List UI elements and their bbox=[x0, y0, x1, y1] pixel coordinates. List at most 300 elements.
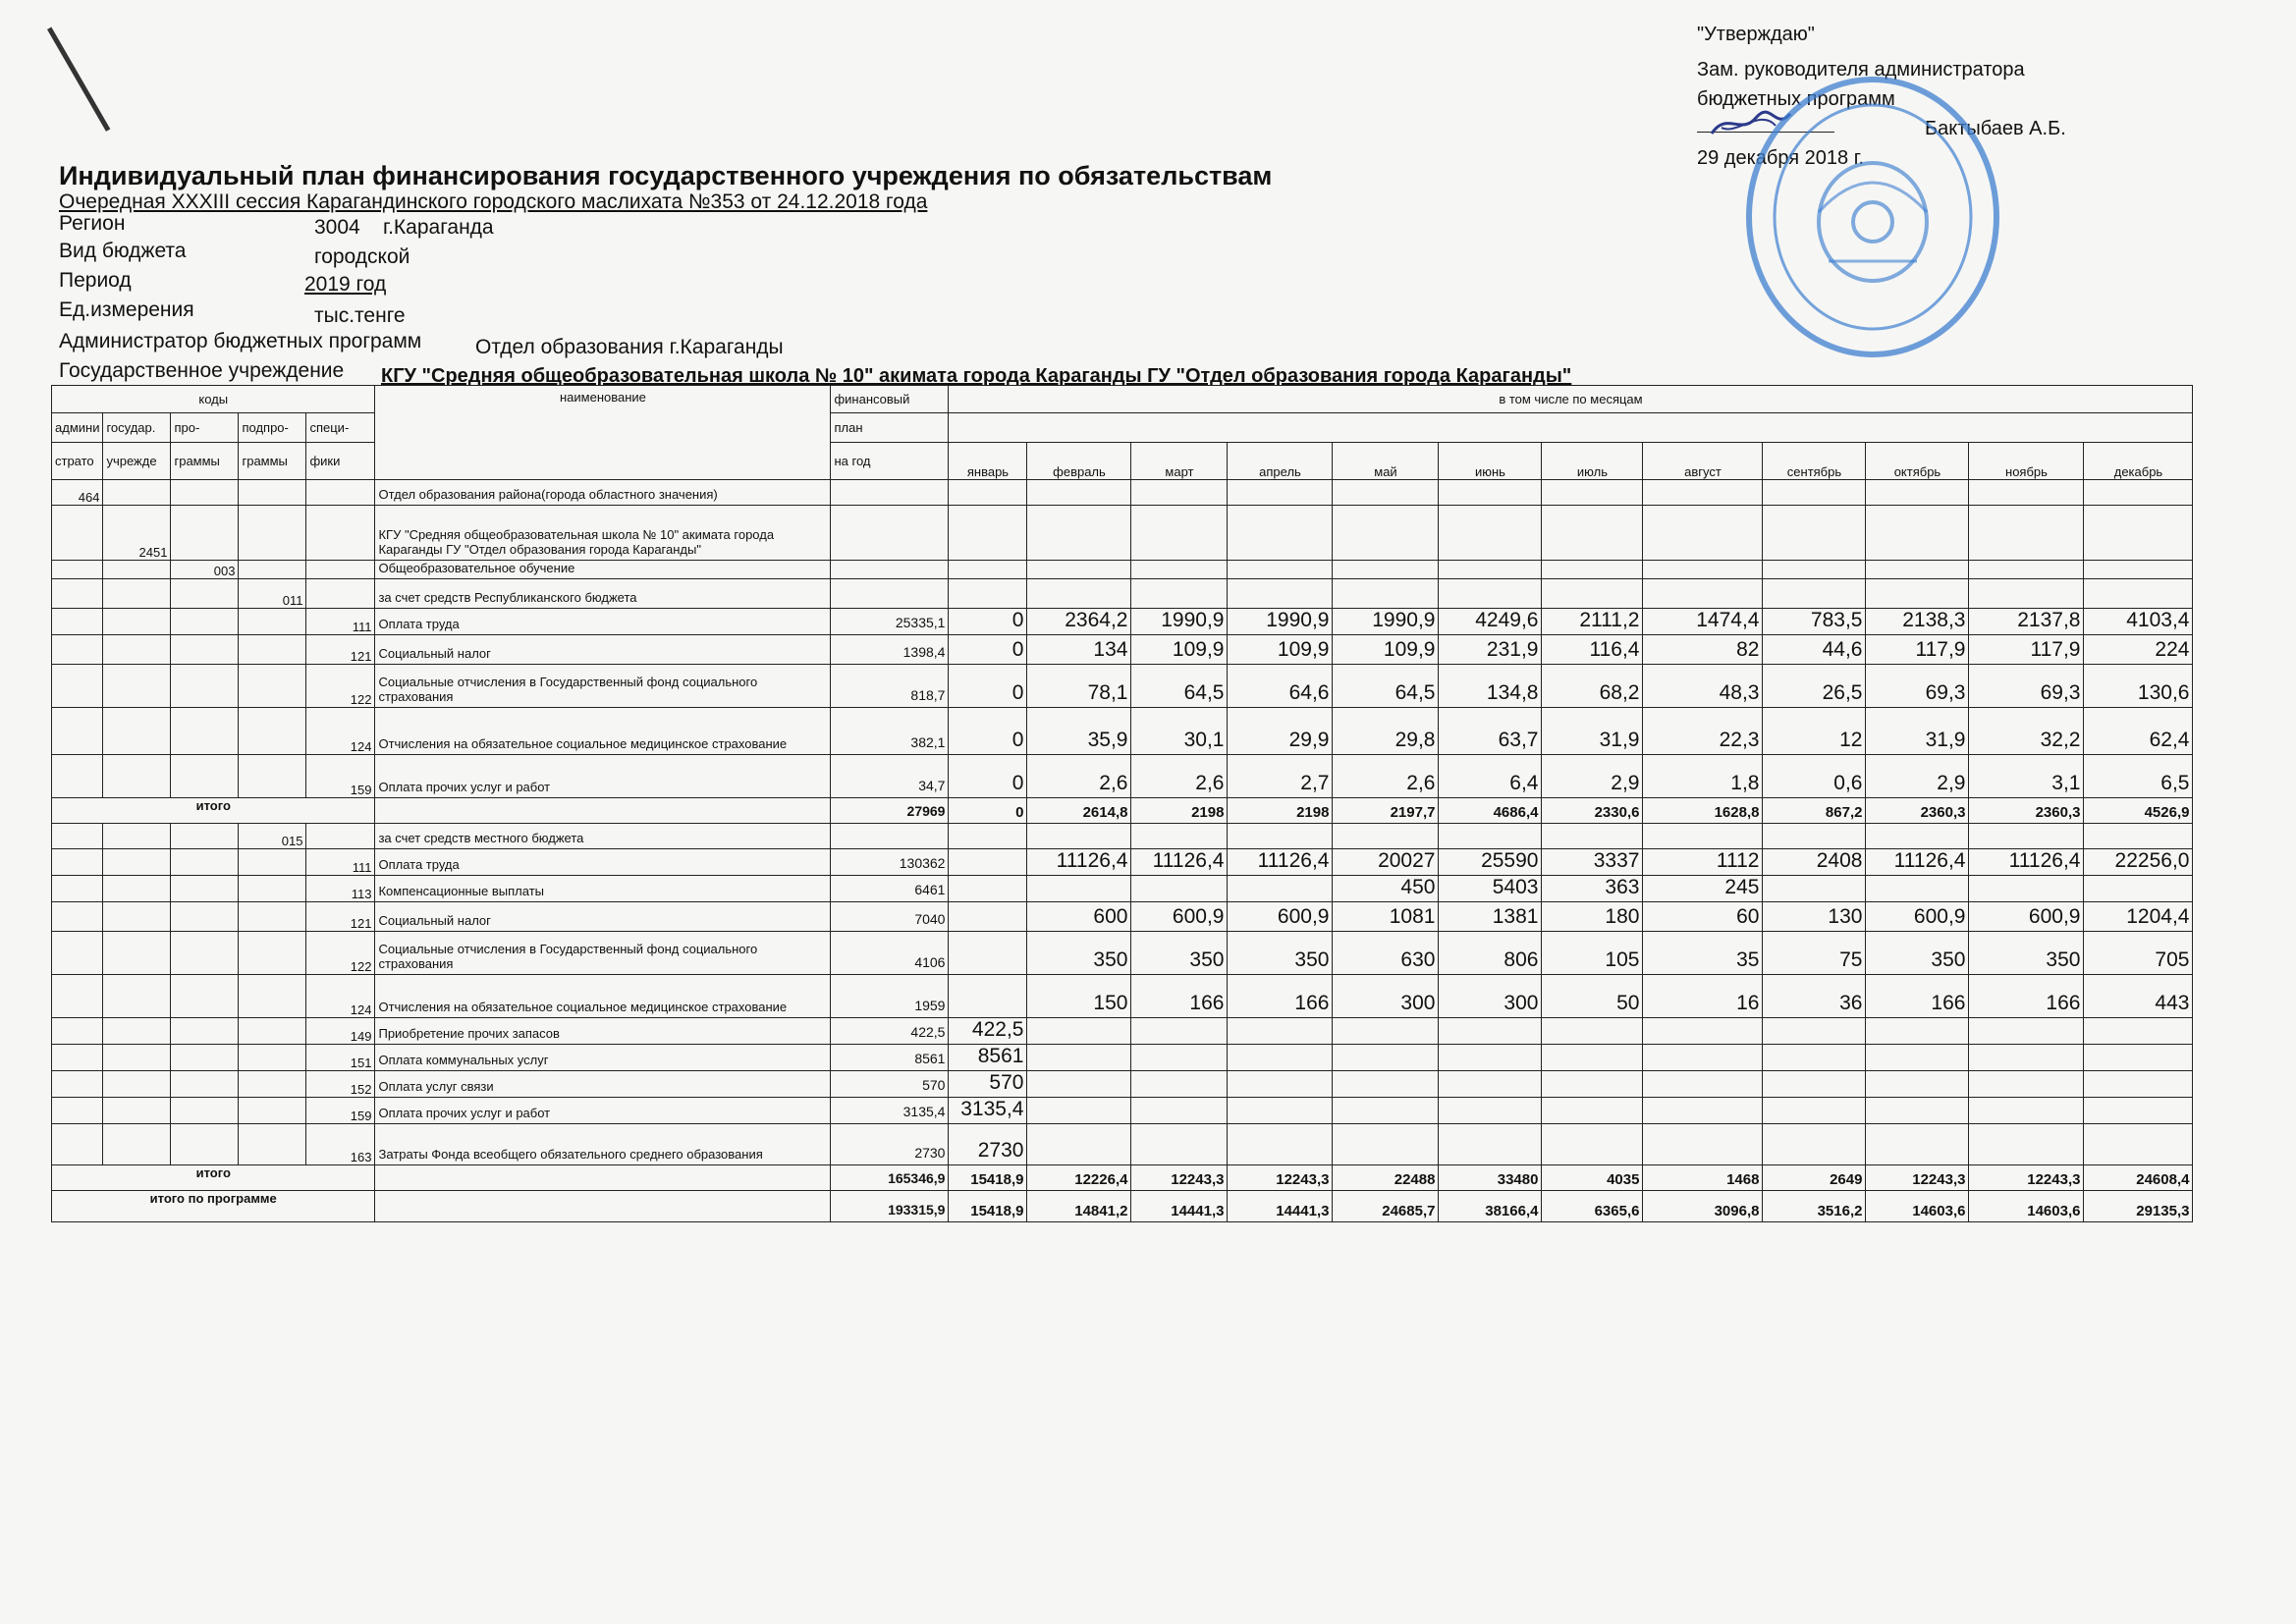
month-header: февраль bbox=[1027, 443, 1131, 480]
month-cell bbox=[1643, 1124, 1763, 1165]
month-cell: 2364,2 bbox=[1027, 609, 1131, 635]
month-cell bbox=[2084, 1071, 2193, 1098]
header-codes: коды bbox=[52, 386, 375, 413]
total-month-cell: 12243,3 bbox=[1131, 1165, 1228, 1191]
month-cell: 69,3 bbox=[1866, 665, 1969, 708]
table-row bbox=[52, 755, 2193, 798]
code-cell: 113 bbox=[306, 876, 375, 902]
month-cell: 1112 bbox=[1643, 849, 1763, 876]
code-cell bbox=[52, 635, 103, 665]
month-cell bbox=[1643, 1045, 1763, 1071]
header-fin-2: план bbox=[831, 413, 949, 443]
month-cell: 117,9 bbox=[1866, 635, 1969, 665]
code-cell bbox=[239, 975, 306, 1018]
code-cell bbox=[52, 902, 103, 932]
month-cell bbox=[1969, 1071, 2084, 1098]
month-cell: 166 bbox=[1866, 975, 1969, 1018]
month-cell: 166 bbox=[1228, 975, 1333, 1018]
month-cell: 22,3 bbox=[1643, 708, 1763, 755]
month-cell bbox=[2084, 876, 2193, 902]
month-cell: 11126,4 bbox=[1027, 849, 1131, 876]
month-cell: 32,2 bbox=[1969, 708, 2084, 755]
month-cell: 600,9 bbox=[1228, 902, 1333, 932]
header-code-subprog: подпро- bbox=[239, 413, 306, 443]
document-title: Индивидуальный план финансирования государственного учреждения по обязательствам bbox=[59, 161, 1273, 190]
code-cell bbox=[171, 665, 239, 708]
month-cell: 224 bbox=[2084, 635, 2193, 665]
table-row bbox=[52, 1124, 2193, 1165]
month-cell bbox=[1643, 506, 1763, 561]
code-cell bbox=[239, 480, 306, 506]
month-cell: 150 bbox=[1027, 975, 1131, 1018]
month-cell bbox=[1027, 561, 1131, 579]
month-cell: 166 bbox=[1969, 975, 2084, 1018]
month-cell: 166 bbox=[1131, 975, 1228, 1018]
month-cell: 30,1 bbox=[1131, 708, 1228, 755]
total-month-cell: 1628,8 bbox=[1643, 798, 1763, 824]
header-code-admin-2: страто bbox=[52, 443, 103, 480]
table-row bbox=[52, 876, 2193, 902]
total-month-cell: 24685,7 bbox=[1333, 1191, 1439, 1222]
month-cell: 134 bbox=[1027, 635, 1131, 665]
annual-plan-cell: 8561 bbox=[831, 1045, 949, 1071]
total-month-cell: 12226,4 bbox=[1027, 1165, 1131, 1191]
header-months: в том числе по месяцам bbox=[949, 386, 2193, 413]
month-cell bbox=[1333, 1098, 1439, 1124]
month-cell bbox=[1333, 561, 1439, 579]
month-cell bbox=[1969, 1018, 2084, 1045]
month-cell: 450 bbox=[1333, 876, 1439, 902]
code-cell: 149 bbox=[306, 1018, 375, 1045]
month-cell bbox=[1763, 579, 1866, 609]
month-header: июль bbox=[1542, 443, 1643, 480]
month-cell bbox=[2084, 824, 2193, 849]
budget-type-value: городской bbox=[314, 245, 410, 268]
month-header: сентябрь bbox=[1763, 443, 1866, 480]
month-cell bbox=[1228, 1071, 1333, 1098]
total-row bbox=[52, 798, 2193, 824]
month-cell bbox=[1439, 561, 1542, 579]
item-name: Оплата труда bbox=[375, 849, 831, 876]
code-cell: 121 bbox=[306, 635, 375, 665]
month-cell bbox=[949, 932, 1027, 975]
code-cell bbox=[239, 932, 306, 975]
item-name: Приобретение прочих запасов bbox=[375, 1018, 831, 1045]
month-cell: 350 bbox=[1969, 932, 2084, 975]
table-row bbox=[52, 849, 2193, 876]
code-cell bbox=[103, 975, 171, 1018]
code-cell bbox=[103, 561, 171, 579]
month-cell: 600,9 bbox=[1131, 902, 1228, 932]
annual-plan-cell bbox=[831, 480, 949, 506]
approval-heading: "Утверждаю" bbox=[1697, 24, 1815, 45]
month-cell bbox=[1228, 876, 1333, 902]
month-cell bbox=[1866, 876, 1969, 902]
total-month-cell: 4686,4 bbox=[1439, 798, 1542, 824]
item-name: за счет средств местного бюджета bbox=[375, 824, 831, 849]
month-cell: 109,9 bbox=[1131, 635, 1228, 665]
month-cell bbox=[1131, 1018, 1228, 1045]
code-cell bbox=[52, 561, 103, 579]
month-cell: 1,8 bbox=[1643, 755, 1763, 798]
month-header: май bbox=[1333, 443, 1439, 480]
month-cell bbox=[1439, 1071, 1542, 1098]
month-cell bbox=[1131, 1124, 1228, 1165]
code-cell bbox=[171, 506, 239, 561]
month-cell bbox=[949, 506, 1027, 561]
total-month-cell: 3516,2 bbox=[1763, 1191, 1866, 1222]
code-cell: 011 bbox=[239, 579, 306, 609]
month-cell: 64,5 bbox=[1131, 665, 1228, 708]
total-month-cell: 1468 bbox=[1643, 1165, 1763, 1191]
code-cell: 111 bbox=[306, 609, 375, 635]
month-cell bbox=[1228, 1098, 1333, 1124]
header-fin-3: на год bbox=[831, 443, 949, 480]
total-month-cell: 14441,3 bbox=[1131, 1191, 1228, 1222]
annual-plan-cell: 570 bbox=[831, 1071, 949, 1098]
month-cell bbox=[949, 561, 1027, 579]
code-cell bbox=[171, 579, 239, 609]
code-cell bbox=[239, 1071, 306, 1098]
total-month-cell: 38166,4 bbox=[1439, 1191, 1542, 1222]
code-cell bbox=[52, 506, 103, 561]
code-cell bbox=[306, 506, 375, 561]
header-fin-1: финансовый bbox=[831, 386, 949, 413]
code-cell bbox=[171, 975, 239, 1018]
month-header: март bbox=[1131, 443, 1228, 480]
month-cell bbox=[1439, 1045, 1542, 1071]
item-name: Затраты Фонда всеобщего обязательного среднего образования bbox=[375, 1124, 831, 1165]
month-cell bbox=[1866, 1124, 1969, 1165]
annual-plan-cell bbox=[831, 579, 949, 609]
table-row bbox=[52, 932, 2193, 975]
total-month-cell: 24608,4 bbox=[2084, 1165, 2193, 1191]
code-cell bbox=[52, 708, 103, 755]
code-cell bbox=[239, 665, 306, 708]
item-name: Компенсационные выплаты bbox=[375, 876, 831, 902]
month-cell: 60 bbox=[1643, 902, 1763, 932]
month-cell bbox=[1763, 1098, 1866, 1124]
month-header: август bbox=[1643, 443, 1763, 480]
month-cell: 5403 bbox=[1439, 876, 1542, 902]
total-month-cell: 2198 bbox=[1228, 798, 1333, 824]
table-row bbox=[52, 480, 2193, 506]
annual-plan-cell: 382,1 bbox=[831, 708, 949, 755]
month-cell bbox=[1542, 1018, 1643, 1045]
month-cell: 36 bbox=[1763, 975, 1866, 1018]
total-row bbox=[52, 1191, 2193, 1222]
region-code: 3004 bbox=[314, 216, 360, 239]
total-month-cell: 2360,3 bbox=[1969, 798, 2084, 824]
total-annual-cell: 193315,9 bbox=[831, 1191, 949, 1222]
code-cell bbox=[103, 876, 171, 902]
month-cell bbox=[1969, 876, 2084, 902]
month-cell bbox=[1969, 1045, 2084, 1071]
month-cell bbox=[1542, 506, 1643, 561]
month-cell bbox=[1333, 1045, 1439, 1071]
scan-mark bbox=[47, 27, 110, 132]
unit-label: Ед.измерения bbox=[59, 298, 194, 321]
code-cell bbox=[306, 561, 375, 579]
month-cell: 20027 bbox=[1333, 849, 1439, 876]
month-cell bbox=[1969, 824, 2084, 849]
month-cell bbox=[1763, 561, 1866, 579]
item-name: Оплата коммунальных услуг bbox=[375, 1045, 831, 1071]
code-cell bbox=[239, 635, 306, 665]
total-month-cell: 14841,2 bbox=[1027, 1191, 1131, 1222]
annual-plan-cell: 34,7 bbox=[831, 755, 949, 798]
month-cell bbox=[1027, 1018, 1131, 1045]
annual-plan-cell: 4106 bbox=[831, 932, 949, 975]
total-month-cell: 4035 bbox=[1542, 1165, 1643, 1191]
table-row bbox=[52, 1071, 2193, 1098]
month-cell: 22256,0 bbox=[2084, 849, 2193, 876]
month-cell: 35 bbox=[1643, 932, 1763, 975]
month-cell: 64,6 bbox=[1228, 665, 1333, 708]
code-cell: 159 bbox=[306, 755, 375, 798]
month-cell bbox=[949, 902, 1027, 932]
month-cell: 130 bbox=[1763, 902, 1866, 932]
month-cell: 6,5 bbox=[2084, 755, 2193, 798]
month-cell: 31,9 bbox=[1542, 708, 1643, 755]
month-cell bbox=[949, 975, 1027, 1018]
month-cell bbox=[1228, 824, 1333, 849]
code-cell bbox=[103, 609, 171, 635]
month-cell bbox=[1643, 480, 1763, 506]
month-cell: 600,9 bbox=[1866, 902, 1969, 932]
month-header: апрель bbox=[1228, 443, 1333, 480]
code-cell: 015 bbox=[239, 824, 306, 849]
month-cell: 2730 bbox=[949, 1124, 1027, 1165]
item-name: Социальный налог bbox=[375, 902, 831, 932]
annual-plan-cell bbox=[831, 506, 949, 561]
month-cell bbox=[1027, 1124, 1131, 1165]
month-cell: 75 bbox=[1763, 932, 1866, 975]
code-cell bbox=[239, 876, 306, 902]
item-name: Социальные отчисления в Государственный фонд социального страхования bbox=[375, 665, 831, 708]
admin-value: Отдел образования г.Караганды bbox=[475, 336, 784, 358]
total-month-cell: 6365,6 bbox=[1542, 1191, 1643, 1222]
month-cell: 130,6 bbox=[2084, 665, 2193, 708]
code-cell bbox=[239, 708, 306, 755]
code-cell bbox=[171, 480, 239, 506]
annual-plan-cell: 2730 bbox=[831, 1124, 949, 1165]
total-month-cell: 4526,9 bbox=[2084, 798, 2193, 824]
code-cell bbox=[239, 902, 306, 932]
code-cell: 2451 bbox=[103, 506, 171, 561]
month-cell bbox=[1866, 824, 1969, 849]
month-cell bbox=[1763, 1045, 1866, 1071]
month-cell: 0 bbox=[949, 755, 1027, 798]
month-cell bbox=[1439, 506, 1542, 561]
month-cell bbox=[1027, 1071, 1131, 1098]
table-row bbox=[52, 975, 2193, 1018]
approval-position: Зам. руководителя администратора bbox=[1697, 59, 2025, 81]
total-month-cell: 2198 bbox=[1131, 798, 1228, 824]
code-cell bbox=[306, 579, 375, 609]
item-name: Оплата труда bbox=[375, 609, 831, 635]
month-cell bbox=[1763, 876, 1866, 902]
month-cell bbox=[1969, 1098, 2084, 1124]
code-cell bbox=[171, 932, 239, 975]
total-month-cell: 12243,3 bbox=[1228, 1165, 1333, 1191]
annual-plan-cell: 7040 bbox=[831, 902, 949, 932]
code-cell bbox=[171, 755, 239, 798]
table-row bbox=[52, 561, 2193, 579]
month-cell: 68,2 bbox=[1542, 665, 1643, 708]
month-cell bbox=[1866, 1098, 1969, 1124]
code-cell bbox=[52, 665, 103, 708]
month-cell bbox=[1228, 480, 1333, 506]
month-cell bbox=[1131, 579, 1228, 609]
code-cell bbox=[171, 824, 239, 849]
month-cell: 600,9 bbox=[1969, 902, 2084, 932]
month-cell bbox=[1439, 579, 1542, 609]
month-cell: 6,4 bbox=[1439, 755, 1542, 798]
header-row-2 bbox=[52, 413, 2193, 443]
month-cell: 8561 bbox=[949, 1045, 1027, 1071]
month-cell: 0 bbox=[949, 609, 1027, 635]
document-subtitle: Очередная XXXIII сессия Карагандинского городского маслихата №353 от 24.12.2018 года bbox=[59, 190, 928, 213]
month-cell bbox=[1131, 876, 1228, 902]
month-cell: 300 bbox=[1439, 975, 1542, 1018]
month-cell: 231,9 bbox=[1439, 635, 1542, 665]
code-cell bbox=[52, 849, 103, 876]
month-cell bbox=[1763, 1124, 1866, 1165]
month-cell: 2,6 bbox=[1027, 755, 1131, 798]
month-cell: 134,8 bbox=[1439, 665, 1542, 708]
code-cell bbox=[103, 755, 171, 798]
total-name-blank bbox=[375, 1191, 831, 1222]
month-cell: 3337 bbox=[1542, 849, 1643, 876]
month-cell bbox=[1439, 824, 1542, 849]
month-cell bbox=[1969, 480, 2084, 506]
table-row bbox=[52, 1045, 2193, 1071]
month-cell: 1990,9 bbox=[1131, 609, 1228, 635]
item-name: Общеобразовательное обучение bbox=[375, 561, 831, 579]
month-cell bbox=[1027, 506, 1131, 561]
month-cell: 783,5 bbox=[1763, 609, 1866, 635]
code-cell bbox=[171, 902, 239, 932]
code-cell bbox=[171, 849, 239, 876]
total-month-cell: 3096,8 bbox=[1643, 1191, 1763, 1222]
month-cell bbox=[1333, 480, 1439, 506]
institution-value: КГУ "Средняя общеобразовательная школа № 10" акимата города Караганды ГУ "Отдел образования города Караганды" bbox=[381, 365, 1572, 387]
item-name: за счет средств Республиканского бюджета bbox=[375, 579, 831, 609]
code-cell bbox=[103, 480, 171, 506]
annual-plan-cell: 25335,1 bbox=[831, 609, 949, 635]
month-cell: 2137,8 bbox=[1969, 609, 2084, 635]
month-cell: 363 bbox=[1542, 876, 1643, 902]
code-cell bbox=[239, 1124, 306, 1165]
month-cell: 422,5 bbox=[949, 1018, 1027, 1045]
month-cell: 109,9 bbox=[1228, 635, 1333, 665]
month-cell bbox=[1866, 1018, 1969, 1045]
code-cell bbox=[52, 824, 103, 849]
month-header: ноябрь bbox=[1969, 443, 2084, 480]
header-code-subprog-2: граммы bbox=[239, 443, 306, 480]
month-cell: 443 bbox=[2084, 975, 2193, 1018]
header-code-admin: админи bbox=[52, 413, 103, 443]
code-cell bbox=[103, 902, 171, 932]
header-code-prog-2: граммы bbox=[171, 443, 239, 480]
month-cell bbox=[1969, 1124, 2084, 1165]
month-cell: 350 bbox=[1027, 932, 1131, 975]
code-cell bbox=[103, 635, 171, 665]
month-cell bbox=[1542, 1071, 1643, 1098]
period-value: 2019 год bbox=[304, 273, 387, 296]
annual-plan-cell: 1398,4 bbox=[831, 635, 949, 665]
month-cell bbox=[1228, 1018, 1333, 1045]
annual-plan-cell: 1959 bbox=[831, 975, 949, 1018]
month-cell bbox=[1228, 506, 1333, 561]
annual-plan-cell bbox=[831, 824, 949, 849]
total-month-cell: 15418,9 bbox=[949, 1191, 1027, 1222]
code-cell: 152 bbox=[306, 1071, 375, 1098]
month-cell: 1990,9 bbox=[1333, 609, 1439, 635]
total-month-cell: 12243,3 bbox=[1866, 1165, 1969, 1191]
month-cell bbox=[1542, 1098, 1643, 1124]
month-cell: 26,5 bbox=[1763, 665, 1866, 708]
code-cell bbox=[239, 561, 306, 579]
month-cell bbox=[1866, 506, 1969, 561]
month-cell bbox=[1542, 480, 1643, 506]
financing-plan-table bbox=[51, 385, 2193, 1222]
month-cell bbox=[1439, 1124, 1542, 1165]
code-cell bbox=[171, 635, 239, 665]
table-row bbox=[52, 579, 2193, 609]
month-cell: 16 bbox=[1643, 975, 1763, 1018]
total-label: итого по программе bbox=[52, 1191, 375, 1222]
month-cell bbox=[1866, 1071, 1969, 1098]
code-cell bbox=[239, 1045, 306, 1071]
month-cell: 300 bbox=[1333, 975, 1439, 1018]
code-cell bbox=[103, 1045, 171, 1071]
month-cell bbox=[1131, 561, 1228, 579]
month-cell: 116,4 bbox=[1542, 635, 1643, 665]
total-month-cell: 2360,3 bbox=[1866, 798, 1969, 824]
month-cell bbox=[1866, 480, 1969, 506]
code-cell: 122 bbox=[306, 932, 375, 975]
month-cell bbox=[1131, 506, 1228, 561]
total-month-cell: 22488 bbox=[1333, 1165, 1439, 1191]
month-cell bbox=[1542, 579, 1643, 609]
total-name-blank bbox=[375, 1165, 831, 1191]
total-month-cell: 867,2 bbox=[1763, 798, 1866, 824]
code-cell bbox=[52, 1071, 103, 1098]
month-cell: 2,7 bbox=[1228, 755, 1333, 798]
month-cell bbox=[1866, 1045, 1969, 1071]
institution-label: Государственное учреждение bbox=[59, 359, 345, 382]
month-cell bbox=[1027, 824, 1131, 849]
month-cell: 62,4 bbox=[2084, 708, 2193, 755]
month-cell: 0 bbox=[949, 708, 1027, 755]
month-cell: 4103,4 bbox=[2084, 609, 2193, 635]
month-cell: 4249,6 bbox=[1439, 609, 1542, 635]
month-cell bbox=[1027, 480, 1131, 506]
month-cell: 0 bbox=[949, 665, 1027, 708]
month-cell bbox=[1131, 1071, 1228, 1098]
code-cell bbox=[306, 824, 375, 849]
region-name: г.Караганда bbox=[383, 216, 494, 239]
month-cell: 29,9 bbox=[1228, 708, 1333, 755]
item-name: Социальный налог bbox=[375, 635, 831, 665]
code-cell bbox=[103, 708, 171, 755]
month-cell bbox=[2084, 480, 2193, 506]
code-cell bbox=[52, 1124, 103, 1165]
code-cell bbox=[171, 1045, 239, 1071]
annual-plan-cell: 6461 bbox=[831, 876, 949, 902]
